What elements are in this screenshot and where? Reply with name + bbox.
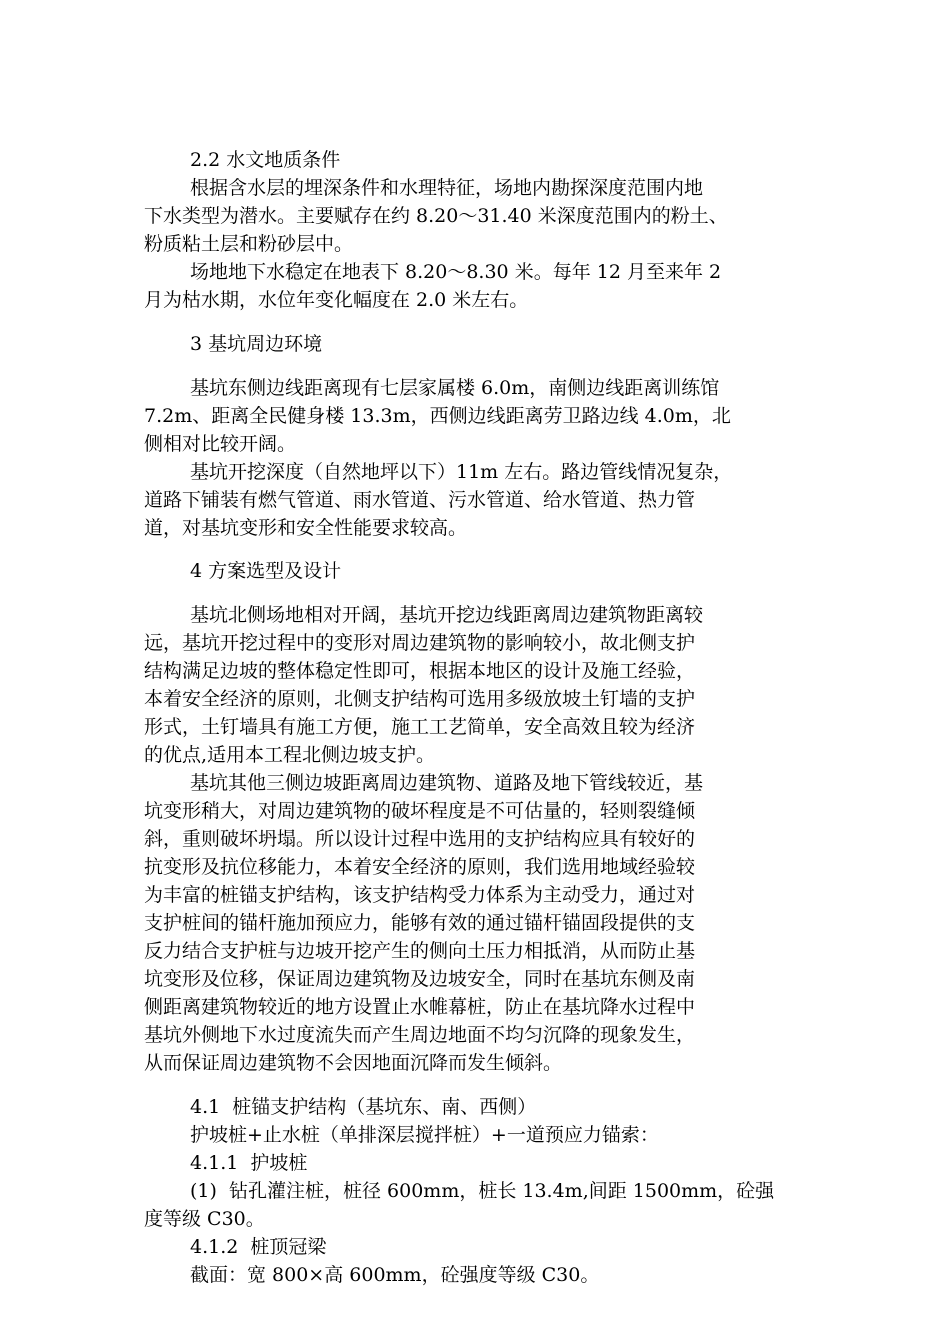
paragraph-line: 结构满足边坡的整体稳定性即可，根据本地区的设计及施工经验， [144, 660, 696, 682]
paragraph-line: 截面：宽 800×高 600mm，砼强度等级 C30。 [190, 1264, 600, 1286]
paragraph-line: 基坑北侧场地相对开阔，基坑开挖边线距离周边建筑物距离较 [190, 604, 704, 626]
paragraph-line: 7.2m、距离全民健身楼 13.3m，西侧边线距离劳卫路边线 4.0m，北 [144, 405, 731, 427]
paragraph-line: 为丰富的桩锚支护结构，该支护结构受力体系为主动受力，通过对 [144, 884, 696, 906]
paragraph-line: 下水类型为潜水。主要赋存在约 8.20～31.40 米深度范围内的粉土、 [144, 205, 728, 227]
paragraph-line: 护坡桩+止水桩（单排深层搅拌桩）+一道预应力锚索： [190, 1124, 659, 1146]
paragraph-line: 坑变形及位移，保证周边建筑物及边坡安全，同时在基坑东侧及南 [144, 968, 696, 990]
paragraph-line: 度等级 C30。 [144, 1208, 265, 1230]
paragraph-line: 道路下铺装有燃气管道、雨水管道、污水管道、给水管道、热力管 [144, 489, 696, 511]
paragraph-line: 道，对基坑变形和安全性能要求较高。 [144, 517, 468, 539]
paragraph-line: 基坑开挖深度（自然地坪以下）11m 左右。路边管线情况复杂， [190, 461, 733, 483]
paragraph-line: 斜，重则破坏坍塌。所以设计过程中选用的支护结构应具有较好的 [144, 828, 696, 850]
paragraph-line: 本着安全经济的原则，北侧支护结构可选用多级放坡土钉墙的支护 [144, 688, 696, 710]
subsection-heading: 4.1.2 桩顶冠梁 [190, 1236, 327, 1258]
subsection-heading: 4.1 桩锚支护结构（基坑东、南、西侧） [190, 1096, 537, 1118]
paragraph-line: 场地地下水稳定在地表下 8.20～8.30 米。每年 12 月至来年 2 [190, 261, 722, 283]
paragraph-line: 从而保证周边建筑物不会因地面沉降而发生倾斜。 [144, 1052, 563, 1074]
paragraph-line: 根据含水层的埋深条件和水理特征，场地内勘探深度范围内地 [190, 177, 704, 199]
paragraph-line: 抗变形及抗位移能力，本着安全经济的原则，我们选用地域经验较 [144, 856, 696, 878]
paragraph-line: 侧距离建筑物较近的地方设置止水帷幕桩，防止在基坑降水过程中 [144, 996, 696, 1018]
paragraph-line: (1) 钻孔灌注桩，桩径 600mm，桩长 13.4m,间距 1500mm，砼强 [190, 1180, 775, 1202]
paragraph-line: 粉质粘土层和粉砂层中。 [144, 233, 354, 255]
paragraph-line: 坑变形稍大，对周边建筑物的破坏程度是不可估量的，轻则裂缝倾 [144, 800, 696, 822]
paragraph-line: 支护桩间的锚杆施加预应力，能够有效的通过锚杆锚固段提供的支 [144, 912, 696, 934]
paragraph-line: 基坑外侧地下水过度流失而产生周边地面不均匀沉降的现象发生， [144, 1024, 696, 1046]
paragraph-line: 反力结合支护桩与边坡开挖产生的侧向土压力相抵消，从而防止基 [144, 940, 696, 962]
section-heading: 2.2 水文地质条件 [190, 149, 341, 171]
paragraph-line: 的优点,适用本工程北侧边坡支护。 [144, 744, 436, 766]
paragraph-line: 侧相对比较开阔。 [144, 433, 297, 455]
paragraph-line: 基坑其他三侧边坡距离周边建筑物、道路及地下管线较近，基 [190, 772, 704, 794]
subsection-heading: 4.1.1 护坡桩 [190, 1152, 308, 1174]
paragraph-line: 月为枯水期，水位年变化幅度在 2.0 米左右。 [144, 289, 529, 311]
section-heading: 3 基坑周边环境 [190, 333, 323, 355]
paragraph-line: 远，基坑开挖过程中的变形对周边建筑物的影响较小，故北侧支护 [144, 632, 696, 654]
paragraph-line: 形式，土钉墙具有施工方便，施工工艺简单，安全高效且较为经济 [144, 716, 696, 738]
paragraph-line: 基坑东侧边线距离现有七层家属楼 6.0m，南侧边线距离训练馆 [190, 377, 720, 399]
section-heading: 4 方案选型及设计 [190, 560, 342, 582]
